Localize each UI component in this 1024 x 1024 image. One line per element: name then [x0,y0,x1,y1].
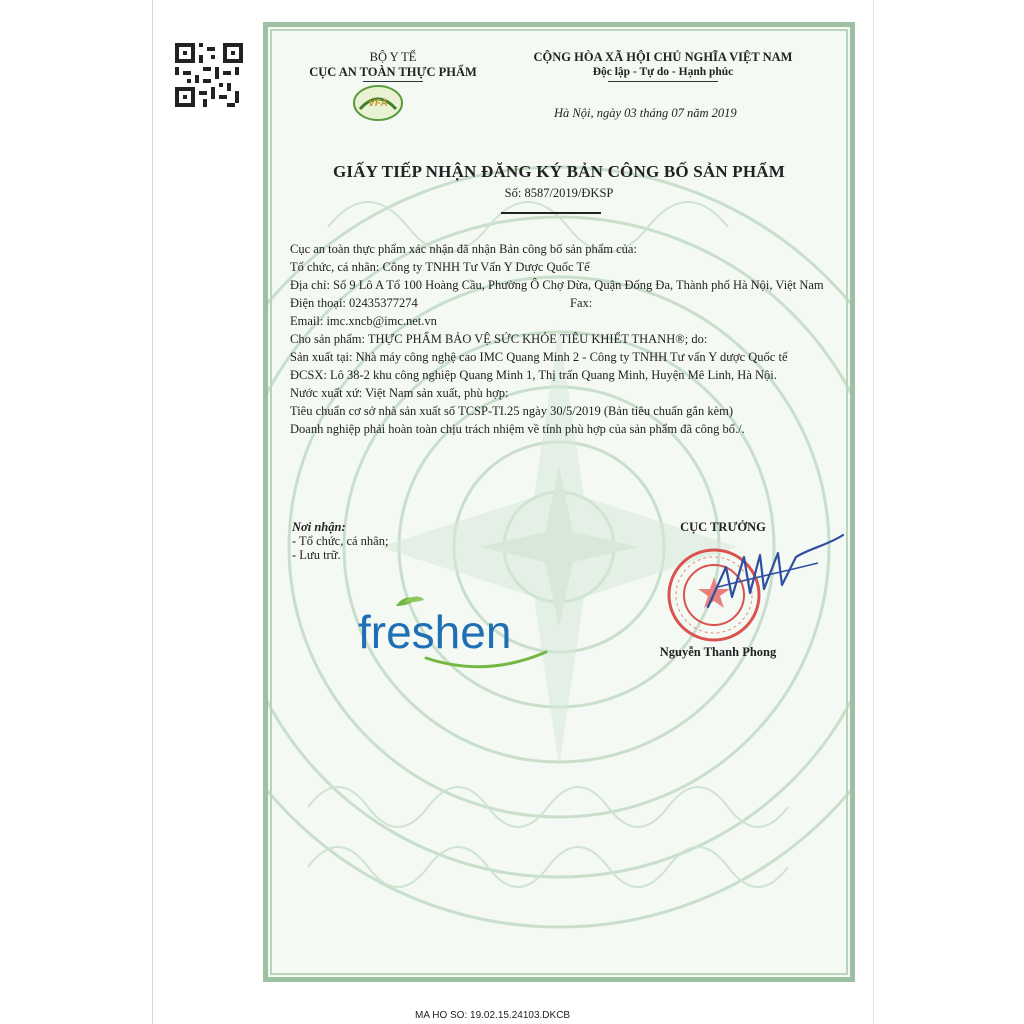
standard-line: Tiêu chuẩn cơ sở nhà sản xuất số TCSP-TI.25 ngày 30/5/2019 (Bản tiêu chuẩn gắn kèm) [290,404,734,418]
motto-divider [608,81,718,82]
address-line: Địa chỉ: Số 9 Lô A Tổ 100 Hoàng Cầu, Phường Ô Chợ Dừa, Quận Đống Đa, Thành phố Hà Nội, Việt Nam [290,278,824,292]
recipient-item: - Tổ chức, cá nhân; [292,534,389,548]
certificate [263,22,855,982]
responsibility-line: Doanh nghiệp phải hoàn toàn chịu trách nhiệm về tính phù hợp của sản phẩm đã công bố./. [290,422,745,436]
document-title: GIẤY TIẾP NHẬN ĐĂNG KÝ BẢN CÔNG BỐ SẢN PHẨM [332,162,786,181]
national-motto: Độc lập - Tự do - Hạnh phúc [592,66,734,78]
recipients-label: Nơi nhận: [292,520,346,534]
freshen-logo-text: freshen [358,606,512,658]
document-number: Số: 8587/2019/ĐKSP [504,186,614,200]
recipients-block [292,520,492,562]
issue-date: Hà Nội, ngày 03 tháng 07 năm 2019 [554,106,737,120]
intro-line: Cục an toàn thực phẩm xác nhận đã nhận Bản công bố sản phẩm của: [290,242,637,256]
state-header [508,50,818,82]
freshen-logo [356,592,601,672]
vfa-logo-text: VFA [368,98,388,109]
fax-line: Fax: [570,296,593,310]
email-line: Email: imc.xncb@imc.net.vn [290,314,437,328]
recipient-item: - Lưu trữ. [292,548,341,562]
record-code: MA HO SO: 19.02.15.24103.DKCB [415,1010,571,1021]
ministry-name: BỘ Y TẾ [369,50,417,64]
phone-line: Điện thoại: 02435377274 [290,296,418,310]
signer-name: Nguyễn Thanh Phong [659,645,777,659]
number-divider [501,212,601,214]
country-name: CỘNG HÒA XÃ HỘI CHỦ NGHĨA VIỆT NAM [533,50,793,64]
department-name: CỤC AN TOÀN THỰC PHẨM [309,65,477,79]
origin-line: Nước xuất xứ: Việt Nam sản xuất, phù hợp: [290,386,509,400]
certificate-body [290,242,830,440]
contact-line [290,296,830,311]
signer-title: CỤC TRƯỞNG [680,520,766,534]
issuer-header [288,50,498,82]
qr-code [175,43,243,107]
product-line: Cho sản phẩm: THỰC PHẨM BẢO VỆ SỨC KHỎE TIÊU KHIẾT THANH®; do: [290,332,708,346]
vfa-logo [350,79,406,123]
manufacturer-line: Sản xuất tại: Nhà máy công nghệ cao IMC Quang Minh 2 - Công ty TNHH Tư vấn Y dược Quốc tế [290,350,788,364]
organization-line: Tổ chức, cá nhân: Công ty TNHH Tư Vấn Y Dược Quốc Tế [290,260,590,274]
factory-address-line: ĐCSX: Lô 38-2 khu công nghiệp Quang Minh 1, Thị trấn Quang Minh, Huyện Mê Linh, Hà Nội. [290,368,777,382]
signature [698,527,848,627]
